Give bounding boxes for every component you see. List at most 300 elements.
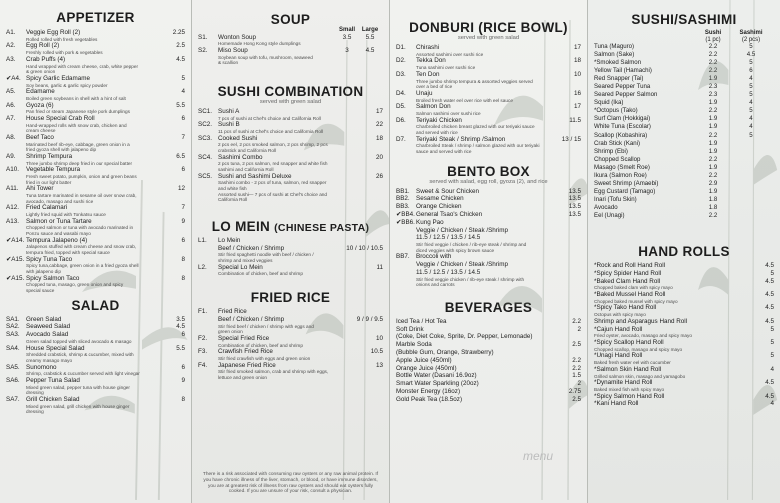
item-name: *Baked Clam Hand Roll bbox=[594, 277, 661, 285]
menu-item-row bbox=[396, 203, 581, 211]
menu-item-row bbox=[396, 71, 581, 79]
menu-item-row bbox=[396, 388, 581, 396]
sushi-item-row bbox=[594, 140, 774, 148]
item-code: ✔A14. bbox=[6, 236, 25, 244]
menu-item bbox=[6, 29, 185, 42]
menu-item bbox=[396, 269, 581, 288]
fried-rice-heading: FRIED RICE bbox=[250, 289, 331, 305]
menu-item bbox=[6, 75, 185, 88]
menu-item-row bbox=[396, 341, 581, 349]
menu-item-row bbox=[396, 234, 581, 242]
item-price: 4 bbox=[770, 400, 774, 408]
item-code: ✔BB4. bbox=[396, 210, 415, 218]
sushi-item-name: Crab Stick (Kani) bbox=[594, 139, 641, 147]
item-price-large: 4.5 bbox=[365, 46, 375, 54]
item-price: 18 bbox=[573, 57, 581, 65]
item-description: and white fish bbox=[218, 186, 247, 192]
menu-item-row bbox=[396, 357, 581, 365]
item-price: 12 bbox=[177, 185, 185, 193]
item-price: 6 bbox=[181, 236, 185, 244]
item-description: Chopped scallop, masago and spicy mayo bbox=[594, 346, 683, 352]
sushi-item-row bbox=[594, 83, 774, 91]
item-description: Fried oyster, avocado, masago and spicy mayo bbox=[594, 333, 692, 339]
sushi-price: 1.9 bbox=[708, 147, 718, 155]
item-name: Orange Chicken bbox=[416, 203, 462, 211]
menu-item bbox=[6, 204, 185, 217]
item-name: Unaju bbox=[416, 89, 433, 97]
item-name: (Bubble Gum, Orange, Strawberry) bbox=[396, 349, 494, 357]
appetizer-heading: APPETIZER bbox=[56, 10, 135, 25]
menu-item-row bbox=[594, 304, 774, 312]
item-price: 5 bbox=[181, 74, 185, 82]
bento-list bbox=[396, 188, 581, 288]
sushi-item-row bbox=[594, 148, 774, 156]
item-description: shrimp and mixed veggies bbox=[218, 257, 273, 263]
item-name: Smart Water Sparkling (20oz) bbox=[396, 380, 479, 388]
sushi-price: 2.3 bbox=[708, 83, 718, 91]
sushi-price: 2.2 bbox=[708, 59, 718, 67]
item-price: 2.2 bbox=[572, 317, 581, 325]
item-price: 1.5 bbox=[572, 372, 581, 380]
item-name: Spicy Tuna Taco bbox=[26, 255, 73, 263]
beverages-heading: BEVERAGES bbox=[444, 299, 533, 315]
sushi-sashimi-column-header bbox=[594, 30, 774, 43]
sushi-sashimi-heading: SUSHI/SASHIMI bbox=[631, 12, 737, 27]
item-description: Marinated beef rib-eye, cabbage, green onion in a bbox=[26, 141, 130, 147]
item-description: Soybean soup with tofu, mushroom, seaweed bbox=[218, 54, 313, 60]
menu-item bbox=[594, 393, 774, 401]
item-name: Crawfish Fried Rice bbox=[218, 348, 273, 356]
item-price: 2.5 bbox=[176, 42, 185, 50]
item-description: Combination of chicken, beef and shrimp bbox=[218, 342, 303, 348]
sushi-item-name: Salmon (Sake) bbox=[594, 51, 635, 59]
item-name: (Coke, Diet Coke, Sprite, Dr. Pepper, Lemonade) bbox=[396, 333, 533, 341]
item-code: SA7. bbox=[6, 395, 20, 403]
sashimi-price: 5 bbox=[749, 43, 753, 50]
menu-item-row bbox=[396, 188, 581, 196]
menu-item-row bbox=[6, 42, 185, 50]
sushi-item-name: Avocado bbox=[594, 203, 618, 211]
item-name: Egg Roll (2) bbox=[26, 42, 60, 50]
donburi-list bbox=[396, 44, 581, 155]
menu-item bbox=[396, 341, 581, 349]
item-name: Iced Tea / Hot Tea bbox=[396, 317, 447, 325]
item-code: ✔BB6. bbox=[396, 218, 415, 226]
menu-item bbox=[6, 115, 185, 134]
item-description: crabstick and California Roll bbox=[218, 148, 277, 154]
item-name: *Rock and Roll Hand Roll bbox=[594, 262, 666, 270]
menu-item bbox=[594, 352, 774, 365]
item-name: Sushi B bbox=[218, 121, 240, 129]
sashimi-price: 4 bbox=[749, 123, 753, 131]
sushi-item-row bbox=[594, 132, 774, 140]
item-name: Chirashi bbox=[416, 44, 440, 51]
item-name: Orange Juice (450ml) bbox=[396, 364, 457, 372]
item-name: Monster Energy (16oz) bbox=[396, 388, 461, 396]
menu-item-row bbox=[396, 253, 581, 261]
sashimi-price: 6 bbox=[749, 67, 753, 75]
item-description: fried in our light batter bbox=[26, 179, 72, 185]
item-description: with jalapeno dip bbox=[26, 269, 61, 275]
item-code: L2. bbox=[198, 263, 207, 271]
item-price: 8 bbox=[181, 395, 185, 403]
item-name: *Cajun Hand Roll bbox=[594, 325, 643, 333]
item-code: SA5. bbox=[6, 363, 20, 371]
menu-item bbox=[6, 316, 185, 324]
menu-item bbox=[198, 47, 383, 66]
item-name: *Spicy Spider Hand Roll bbox=[594, 269, 662, 277]
item-price: 4.5 bbox=[765, 262, 774, 270]
sushi-item-name: Red Snapper (Tai) bbox=[594, 75, 644, 83]
menu-item bbox=[198, 308, 383, 316]
item-description: 11 pcs of sushi at Chef's choice and California Roll bbox=[218, 129, 324, 135]
item-price: 10 bbox=[573, 70, 581, 78]
soup-col-small: Small bbox=[338, 27, 355, 33]
soup-list bbox=[198, 34, 383, 66]
item-name: Beef Taco bbox=[26, 133, 54, 141]
menu-item bbox=[594, 400, 774, 408]
item-price: 6 bbox=[181, 331, 185, 339]
item-description: Chopped baked mussel with spicy mayo bbox=[594, 298, 678, 304]
menu-item-row bbox=[396, 136, 581, 144]
item-price: 2 bbox=[577, 380, 581, 388]
item-description: Freshly rolled with pork & vegetables bbox=[26, 50, 103, 56]
item-name: Fried Rice bbox=[218, 307, 247, 315]
menu-item bbox=[198, 362, 383, 381]
item-name: Ahi Tower bbox=[26, 185, 54, 193]
menu-item bbox=[198, 108, 383, 121]
item-description: Charbroiled Steak / shrimp / salmon glazed with our teriyaki bbox=[416, 143, 540, 149]
item-name: Bottle Water (Dasani 16.9oz) bbox=[396, 372, 477, 380]
menu-item-row bbox=[198, 135, 383, 143]
item-name: Veggie Egg Roll (2) bbox=[26, 29, 81, 36]
item-price: 4.5 bbox=[765, 317, 774, 325]
sushi-price: 1.9 bbox=[708, 115, 718, 123]
sashimi-price bbox=[728, 156, 774, 164]
item-code: ✔A15. bbox=[6, 255, 25, 263]
menu-item-row bbox=[6, 275, 185, 283]
item-price: 4.5 bbox=[765, 277, 774, 285]
sushi-item-row bbox=[594, 91, 774, 99]
item-name: *Spicy Tako Hand Roll bbox=[594, 304, 657, 312]
item-name: Sashimi Combo bbox=[218, 153, 263, 161]
hand-rolls-heading: HAND ROLLS bbox=[638, 244, 730, 260]
sushi-item-name: Sweet Shrimp (Amaebi) bbox=[594, 179, 659, 187]
item-code: D2. bbox=[396, 57, 406, 65]
item-name: Salmon Don bbox=[416, 103, 451, 111]
item-code: D4. bbox=[396, 89, 406, 97]
item-name: Teriyaki Steak / Shrimp /Salmon bbox=[416, 135, 506, 143]
item-price: 2.5 bbox=[572, 341, 581, 349]
item-price: 4.5 bbox=[765, 291, 774, 299]
menu-item-row bbox=[594, 262, 774, 270]
menu-panel-1 bbox=[0, 0, 192, 503]
item-price: 4.5 bbox=[765, 304, 774, 312]
item-description: 7 pcs of sushi at Chef's choice and California Roll bbox=[218, 115, 321, 121]
sashimi-col bbox=[728, 30, 774, 43]
item-name: Avocado Salad bbox=[26, 331, 69, 339]
watermark-text: menu bbox=[522, 449, 553, 463]
menu-item bbox=[396, 117, 581, 136]
item-description: Stir fried crawfish with eggs and green onion bbox=[218, 355, 311, 361]
item-description: Rolled rolled with fresh vegetables bbox=[26, 36, 98, 42]
menu-item bbox=[6, 102, 185, 115]
sushi-price: 1.8 bbox=[708, 203, 718, 211]
menu-item bbox=[594, 379, 774, 392]
item-code: D1. bbox=[396, 44, 406, 51]
item-price: 5 bbox=[770, 269, 774, 277]
sushi-item-name: Yellow Tail (Hamachi) bbox=[594, 67, 652, 75]
menu-item-row bbox=[594, 339, 774, 347]
menu-item-row bbox=[396, 90, 581, 98]
menu-item bbox=[594, 278, 774, 291]
menu-item bbox=[6, 345, 185, 364]
sashimi-price bbox=[728, 140, 774, 148]
menu-panel-3 bbox=[390, 0, 588, 503]
item-code: D6. bbox=[396, 116, 406, 124]
item-price: 13.5 bbox=[568, 210, 581, 218]
menu-item bbox=[6, 237, 185, 256]
menu-item-row bbox=[198, 121, 383, 129]
item-description: Baked fresh water eel with cucumber bbox=[594, 360, 671, 366]
item-code: A11. bbox=[6, 185, 19, 193]
menu-item bbox=[198, 316, 383, 335]
sushi-price: 2.2 bbox=[708, 211, 718, 219]
item-description: onions and carrots bbox=[416, 282, 455, 288]
item-price: 4.5 bbox=[176, 55, 185, 63]
item-description: dressing bbox=[26, 409, 44, 415]
item-name: Gyoza (6) bbox=[26, 101, 54, 109]
sushi-item-row bbox=[594, 164, 774, 172]
menu-item bbox=[396, 211, 581, 219]
sashimi-price: 4 bbox=[749, 99, 753, 107]
menu-item bbox=[396, 357, 581, 365]
item-description: Spicy tuna,cabbage, green onion in a fried gyoza shell bbox=[26, 263, 139, 269]
lo-mein-title: LO MEIN bbox=[211, 218, 271, 234]
item-code: SC5. bbox=[198, 172, 212, 180]
item-description: lettuce and green onion bbox=[218, 374, 267, 380]
item-name: Crab Puffs (4) bbox=[26, 55, 66, 63]
menu-item bbox=[594, 291, 774, 304]
item-code: A9. bbox=[6, 152, 16, 160]
item-description: Green salad topped with sliced avocado & masago bbox=[26, 338, 132, 344]
item-description: California Roll bbox=[218, 197, 248, 203]
item-price: 11 bbox=[376, 263, 383, 271]
menu-item-row bbox=[198, 173, 383, 181]
sushi-price: 1.9 bbox=[708, 99, 718, 107]
item-name: *Dynamite Hand Roll bbox=[594, 379, 653, 387]
menu-item-row bbox=[396, 211, 581, 219]
item-description: green onion bbox=[218, 329, 243, 335]
item-price: 6 bbox=[181, 114, 185, 122]
item-name: Beef / Chicken / Shrimp bbox=[218, 315, 285, 323]
sushi-item-row bbox=[594, 156, 774, 164]
menu-item bbox=[396, 333, 581, 341]
sushi-item-row bbox=[594, 43, 774, 51]
menu-item bbox=[198, 154, 383, 173]
menu-item bbox=[396, 261, 581, 269]
item-description: Charbroiled chicken breast glazed with our teriyaki sauce bbox=[416, 124, 535, 130]
sushi-item-name: Masago (Smelt Roe) bbox=[594, 163, 650, 171]
menu-item-row bbox=[594, 366, 774, 374]
item-description: Boiled green soybeans in shell with a hint of salt bbox=[26, 95, 126, 101]
menu-item-row bbox=[594, 379, 774, 387]
sashimi-price bbox=[728, 172, 774, 180]
menu-item bbox=[396, 396, 581, 404]
item-description: over a bed of rice bbox=[416, 84, 453, 90]
menu-item-row bbox=[6, 377, 185, 385]
sushi-price: 2.2 bbox=[708, 67, 718, 75]
sushi-price: 1.9 bbox=[708, 123, 718, 131]
fried-rice-list bbox=[198, 308, 383, 381]
menu-item bbox=[396, 227, 581, 235]
item-name: Gold Peak Tea (18.5oz) bbox=[396, 395, 463, 403]
item-code: BB7. bbox=[396, 253, 410, 261]
menu-item bbox=[594, 318, 774, 326]
item-name: 11.5 / 12.5 / 13.5 / 14.5 bbox=[416, 268, 481, 276]
item-code: A5. bbox=[6, 88, 16, 96]
menu-item bbox=[594, 326, 774, 339]
sushi-item-row bbox=[594, 212, 774, 220]
menu-item bbox=[594, 366, 774, 379]
menu-item bbox=[396, 349, 581, 357]
menu-item bbox=[396, 203, 581, 211]
item-name: Veggie / Chicken / Steak /Shrimp bbox=[416, 261, 509, 269]
item-name: Seaweed Salad bbox=[26, 323, 71, 331]
item-price: 22 bbox=[375, 121, 383, 129]
menu-item-row bbox=[396, 333, 581, 341]
menu-item-row bbox=[6, 153, 185, 161]
menu-item bbox=[6, 56, 185, 75]
item-description: Chopped salmon or tuna with avocado marinated in bbox=[26, 225, 134, 231]
item-description: avocado, masago and sushi rice bbox=[26, 198, 94, 204]
menu-item bbox=[6, 218, 185, 237]
item-code: SA1. bbox=[6, 315, 20, 323]
item-name: Veggie / Chicken / Steak /Shrimp bbox=[416, 226, 509, 234]
menu-item-row bbox=[198, 348, 383, 356]
menu-item bbox=[6, 275, 185, 294]
donburi-heading: DONBURI (RICE BOWL) bbox=[409, 20, 568, 35]
item-name: Kung Pao bbox=[416, 218, 444, 226]
item-price: 11.5 bbox=[569, 116, 581, 124]
salad-list bbox=[6, 316, 185, 415]
sushi-price: 1.8 bbox=[708, 195, 718, 203]
sashimi-price bbox=[728, 204, 774, 212]
sushi-item-row bbox=[594, 123, 774, 131]
menu-item-row bbox=[198, 47, 383, 55]
lo-mein-title-suffix: (CHINESE PASTA) bbox=[274, 221, 370, 234]
item-price: 6 bbox=[181, 363, 185, 371]
sushi-price: 2.2 bbox=[708, 131, 718, 139]
menu-item bbox=[594, 270, 774, 278]
item-name: Tekka Don bbox=[416, 57, 446, 65]
item-name: Shrimp and Asparagus Hand Roll bbox=[594, 317, 688, 325]
menu-item-row bbox=[396, 261, 581, 269]
sushi-combination-list bbox=[198, 108, 383, 203]
item-price: 4 bbox=[770, 365, 774, 373]
menu-item-row bbox=[594, 278, 774, 286]
item-name: Salmon or Tuna Tartare bbox=[26, 217, 92, 225]
item-code: F1. bbox=[198, 307, 208, 315]
menu-item bbox=[198, 237, 383, 245]
menu-item-row bbox=[6, 204, 185, 212]
menu-item-row bbox=[594, 393, 774, 401]
item-name: Miso Soup bbox=[218, 46, 248, 54]
item-code: A7. bbox=[6, 114, 16, 122]
menu-item-row bbox=[594, 270, 774, 278]
item-description: sashimi and California Roll bbox=[218, 167, 274, 173]
menu-item-row bbox=[594, 318, 774, 326]
item-price: 8 bbox=[181, 274, 185, 282]
item-price: 17 bbox=[573, 103, 581, 111]
item-name: *Salmon Skin Hand Roll bbox=[594, 365, 662, 373]
item-price: 2 bbox=[577, 325, 581, 333]
item-code bbox=[396, 227, 416, 235]
item-name: *Spicy Salmon Hand Roll bbox=[594, 392, 665, 400]
menu-item bbox=[396, 57, 581, 70]
bento-heading: BENTO BOX bbox=[447, 163, 530, 179]
menu-item bbox=[396, 372, 581, 380]
item-name: Sunomono bbox=[26, 363, 57, 371]
item-name: Marble Soda bbox=[396, 341, 432, 349]
sushi-item-row bbox=[594, 99, 774, 107]
item-description: Pan fried or steam Japanese style pork dumplings bbox=[26, 109, 130, 115]
menu-item bbox=[396, 219, 581, 227]
lo-mein-heading bbox=[198, 219, 383, 234]
item-description: Stir fried spaghetti noodle with beef / chicken / bbox=[218, 252, 314, 258]
item-price: 7 bbox=[181, 133, 185, 141]
item-code: SC3. bbox=[198, 134, 212, 142]
item-name: Japanese Fried Rice bbox=[218, 361, 276, 369]
menu-item-row bbox=[6, 134, 185, 142]
hand-rolls-list bbox=[594, 262, 774, 408]
item-name: Pepper Tuna Salad bbox=[26, 376, 80, 384]
item-code: SC2. bbox=[198, 121, 212, 129]
menu-item-row bbox=[198, 362, 383, 370]
item-description: Broiled fresh water eel over rice with eel sauce bbox=[416, 97, 513, 103]
menu-item bbox=[198, 135, 383, 154]
item-price: 9 bbox=[181, 376, 185, 384]
item-price: 10 / 10 / 10.5 bbox=[346, 244, 383, 252]
item-description: Sashimi combo - 2 pcs of tuna, salmon, red snapper bbox=[218, 180, 327, 186]
menu-item bbox=[198, 264, 383, 277]
item-description: diced veggies with spicy brown sauce bbox=[416, 247, 495, 253]
sushi-combination-subtitle: served with green salad bbox=[259, 98, 322, 105]
menu-item-row bbox=[6, 364, 185, 372]
menu-item bbox=[6, 256, 185, 275]
item-code: F3. bbox=[198, 348, 208, 356]
menu-item bbox=[198, 121, 383, 134]
item-code: SA6. bbox=[6, 376, 20, 384]
item-price: 4 bbox=[181, 88, 185, 96]
item-description: Three jumbo shrimp tempura & assorted veggies served bbox=[416, 78, 533, 84]
menu-item-row bbox=[6, 185, 185, 193]
menu-item-row bbox=[594, 400, 774, 408]
menu-item-row bbox=[396, 195, 581, 203]
item-name: Special Fried Rice bbox=[218, 334, 270, 342]
item-price: 20 bbox=[375, 153, 383, 161]
item-code: A6. bbox=[6, 101, 16, 109]
item-price: 13 / 15 bbox=[561, 135, 581, 143]
item-name: Spicy Salmon Taco bbox=[26, 274, 80, 282]
menu-item-row bbox=[198, 335, 383, 343]
soup-col-large: Large bbox=[361, 27, 379, 33]
menu-item-row bbox=[396, 318, 581, 326]
item-code: F4. bbox=[198, 361, 208, 369]
item-name: General Tsao's Chicken bbox=[416, 210, 483, 218]
sushi-price: 1.9 bbox=[708, 187, 718, 195]
menu-item-row bbox=[198, 108, 383, 116]
